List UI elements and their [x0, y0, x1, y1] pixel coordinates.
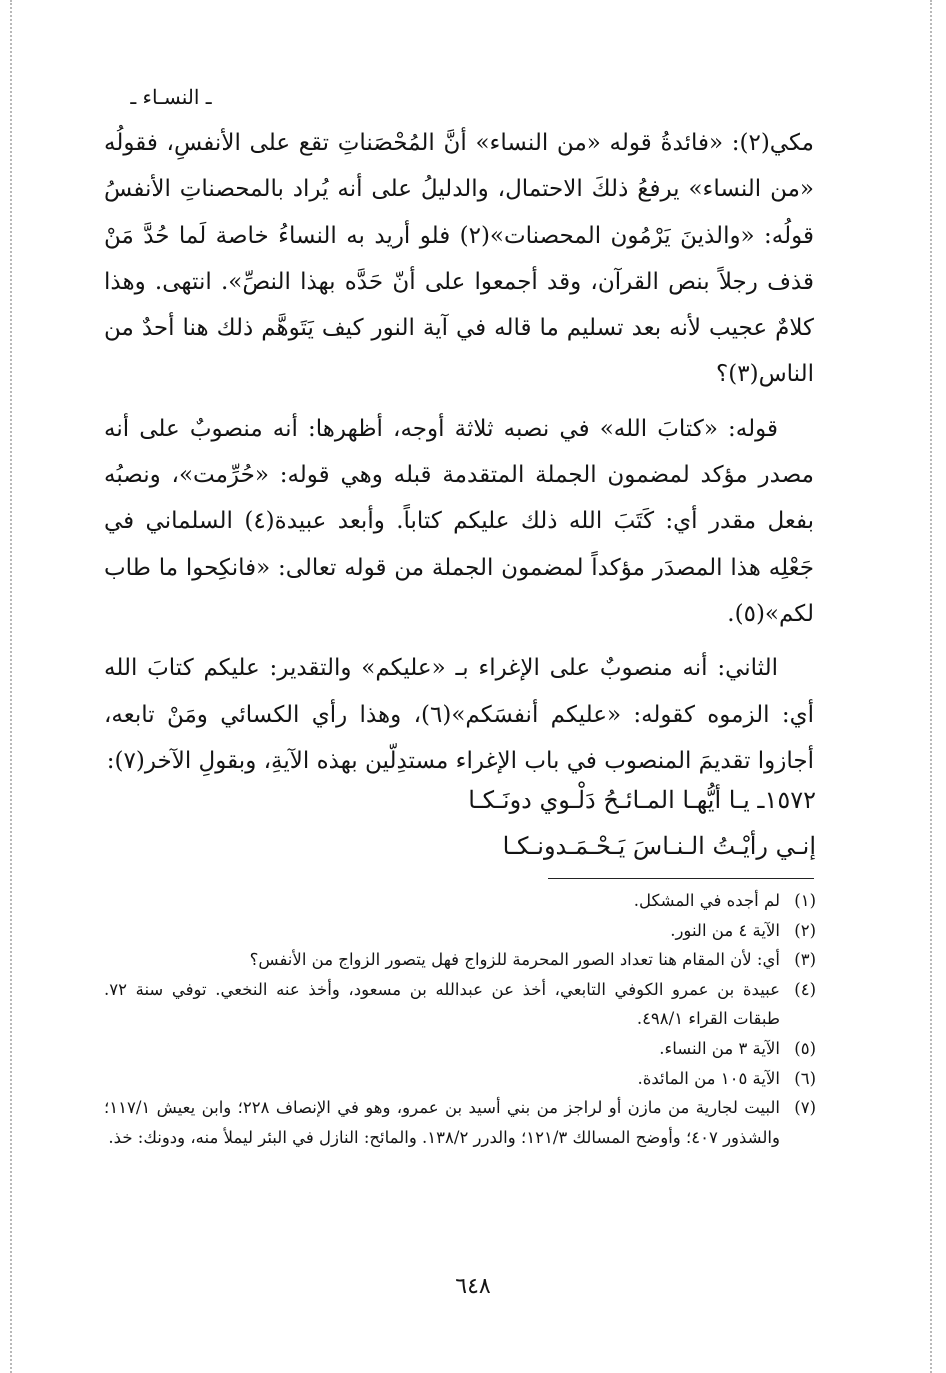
footnote-2 — [104, 916, 816, 946]
paragraph-1: مكي(٢): «فائدةُ قوله «من النساء» أنَّ المُحْصَناتِ تقع على الأنفسِ، فقولُه «من النساء» يرفعُ ذلكَ الاحتمال، والدليلُ على أنه يُراد بالمحصناتِ الأنفسُ قولُه: «والذينَ يَرْمُون المحصنات»(٢) فلو أريد به النساءُ خاصة لَما حُدَّ مَنْ قذف رجلاً بنص القرآن، وقد أجمعوا على أنّ حَدَّه بهذا النصِّ». انتهى. وهذا كلامٌ عجيب لأنه بعد تسليم ما قاله في آية النور كيف يَتَوهَّم ذلك هنا أحدٌ من الناس(٣)؟ — [104, 130, 814, 388]
footnote-text: الآية ٣ من النساء. — [659, 1038, 780, 1058]
footnote-number: (٤) — [794, 979, 816, 999]
main-text — [104, 120, 814, 784]
footnote-text: أي: لأن المقام هنا تعداد الصور المحرمة للزواج فهل يتصور الزواج من الأنفس؟ — [249, 950, 780, 970]
footnote-number: (٧) — [794, 1098, 816, 1118]
paragraph-2: قوله: «كتابَ الله» في نصبه ثلاثة أوجه، أظهرها: أنه منصوبٌ على أنه مصدر مؤكد لمضمون الجملة المتقدمة قبله وهي قوله: «حُرِّمت»، ونصبُه بفعل مقدر أي: كَتَبَ الله ذلك عليكم كتاباً. وأبعد عبيدة(٤) السلماني في جَعْلِه هذا المصدَر مؤكداً لمضمون الجملة من قوله تعالى: «فانكِحوا ما طاب لكم»(٥). — [104, 415, 815, 627]
footnote-text: البيت لجارية من مازن أو لراجز من بني أسيد بن عمرو، وهو في الإنصاف ٢٢٨؛ وابن يعيش ١١٧/١؛ والشذور ٤٠٧؛ وأوضح المسالك ١٢١/٣؛ والدرر ١٣٨/٢. والمائح: النازل في البئر ليملأ منه، ودونك: خذ. — [104, 1098, 780, 1147]
footnote-6 — [104, 1064, 816, 1094]
footnotes — [104, 886, 816, 1152]
footnote-number: (١) — [794, 891, 816, 910]
footnote-1 — [104, 886, 816, 916]
footnote-7 — [104, 1093, 816, 1152]
footnote-3 — [104, 945, 816, 975]
verse-line-2: إنـي رأيْـتُ الـنـاسَ يَـحْـمَـدونـكـا — [502, 832, 816, 860]
footnote-5 — [104, 1034, 816, 1064]
verse-line-1: ١٥٧٢ـ يـا أيُّهـا المـائـحُ دَلْـوي دونَـكـا — [468, 786, 816, 814]
footnote-text: الآية ٤ من النور. — [670, 920, 780, 940]
footnote-4 — [104, 975, 816, 1034]
paragraph-3: الثاني: أنه منصوبٌ على الإغراء بـ «عليكم» والتقدير: عليكم كتابَ الله أي: الزموه كقوله: «عليكم أنفسَكم»(٦)، وهذا رأي الكسائي ومَنْ تابعه، أجازوا تقديمَ المنصوب في باب الإغراء مستدِلّين بهذه الآيةِ، وبقولِ الآخر(٧): — [104, 655, 815, 774]
footnote-number: (٢) — [794, 920, 816, 940]
footnote-number: (٥) — [794, 1038, 816, 1058]
footnote-text: لم أجده في المشكل. — [633, 891, 780, 910]
footnote-text: الآية ١٠٥ من المائدة. — [637, 1068, 780, 1088]
left-margin-dots — [10, 0, 12, 1373]
running-header: ـ النسـاء ـ — [130, 85, 212, 109]
footnote-number: (٦) — [794, 1068, 816, 1088]
footnote-number: (٣) — [794, 950, 816, 970]
page-number: ٦٤٨ — [455, 1274, 491, 1299]
footnote-text: عبيدة بن عمرو الكوفي التابعي، أخذ عن عبدالله بن مسعود، وأخذ عنه النخعي. توفي سنة ٧٢. طبقات القراء ٤٩٨/١. — [104, 979, 780, 1029]
footnote-separator — [548, 878, 814, 879]
right-margin-dots — [930, 0, 932, 1373]
